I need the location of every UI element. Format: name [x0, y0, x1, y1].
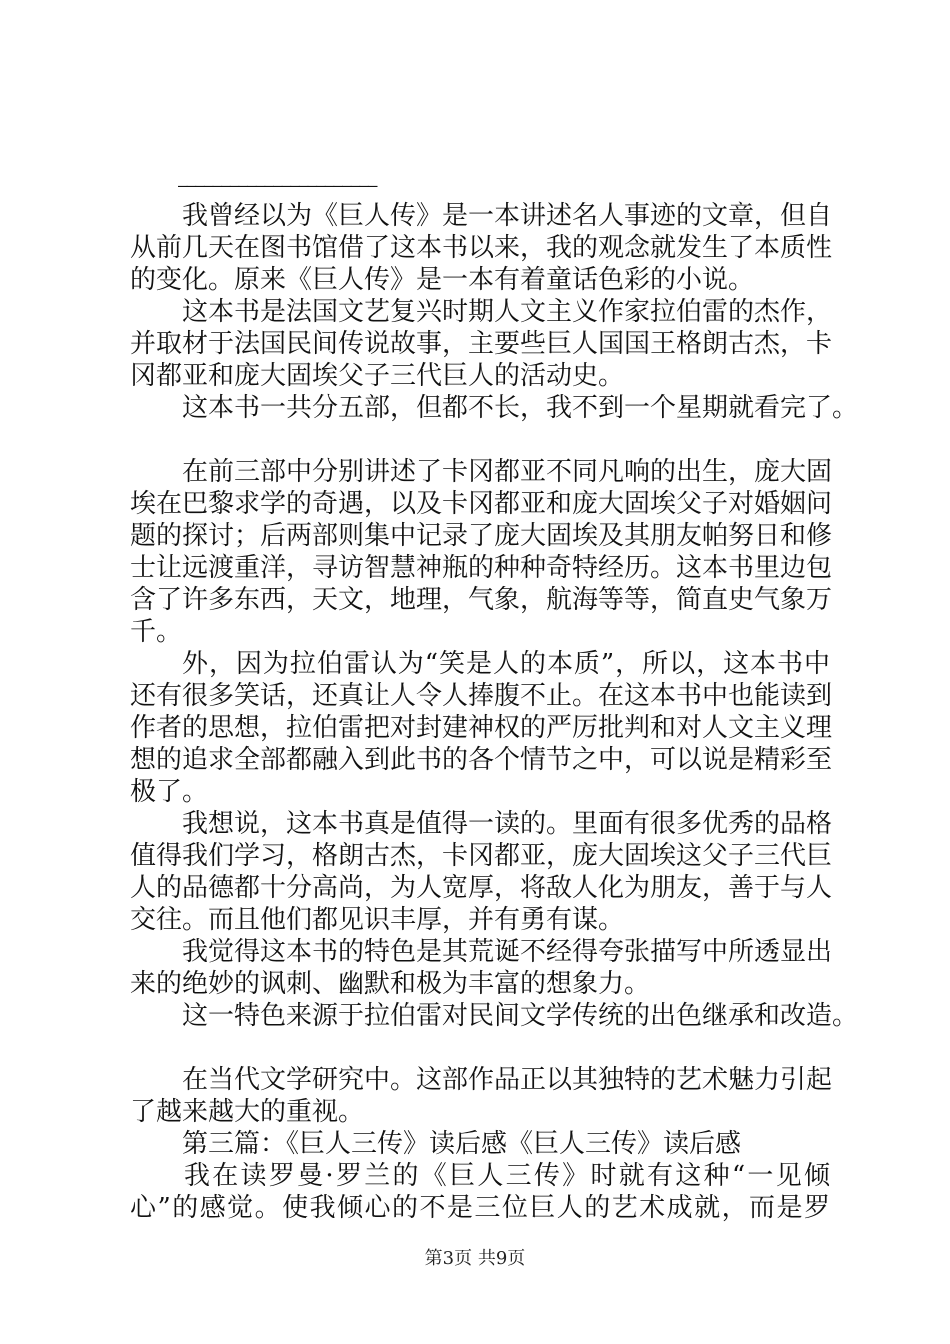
text-line: 的变化。原来《巨人传》是一本有着童话色彩的小说。 — [130, 265, 755, 295]
text-line: 外，因为拉伯雷认为“笑是人的本质”，所以，这本书中 — [182, 649, 830, 679]
paragraph — [130, 200, 833, 296]
text-line: 这本书一共分五部，但都不长，我不到一个星期就看完了。 — [182, 393, 859, 423]
paragraph — [130, 808, 833, 936]
text-line: 第三篇：《巨人三传》读后感《巨人三传》读后感 — [182, 1129, 742, 1159]
text-line: 还有很多笑话，还真让人令人捧腹不止。在这本书中也能读到 — [130, 681, 833, 711]
paragraph — [130, 296, 833, 392]
text-line: 题的探讨；后两部则集中记录了庞大固埃及其朋友帕努日和修 — [130, 521, 833, 551]
text-line: 人的品德都十分高尚，为人宽厚，将敌人化为朋友，善于与人 — [130, 873, 833, 903]
body-text — [130, 200, 859, 1224]
paragraph — [130, 456, 833, 648]
text-line: 作者的思想，拉伯雷把对封建神权的严厉批判和对人文主义理 — [130, 713, 833, 743]
section-heading — [130, 1128, 830, 1160]
header-rule: ——————————————————————— — [178, 176, 377, 195]
text-line: 交往。而且他们都见识丰厚，并有勇有谋。 — [130, 905, 625, 935]
text-line: 我想说，这本书真是值得一读的。里面有很多优秀的品格 — [182, 809, 833, 839]
paragraph — [130, 648, 833, 808]
text-line: 极了。 — [130, 777, 209, 807]
paragraph — [130, 1160, 830, 1224]
text-line: 并取材于法国民间传说故事，主要些巨人国国王格朗古杰，卡 — [130, 329, 833, 359]
text-line: 士让远渡重洋，寻访智慧神瓶的种种奇特经历。这本书里边包 — [130, 553, 833, 583]
paragraph — [130, 1064, 833, 1128]
text-line: 冈都亚和庞大固埃父子三代巨人的活动史。 — [130, 361, 625, 391]
text-line: 在当代文学研究中。这部作品正以其独特的艺术魅力引起 — [182, 1065, 833, 1095]
text-line: 想的追求全部都融入到此书的各个情节之中，可以说是精彩至 — [130, 745, 833, 775]
text-line: 埃在巴黎求学的奇遇，以及卡冈都亚和庞大固埃父子对婚姻问 — [130, 489, 833, 519]
text-line: 来的绝妙的讽刺、幽默和极为丰富的想象力。 — [130, 969, 651, 999]
paragraph-gap — [130, 424, 830, 456]
text-line: 从前几天在图书馆借了这本书以来，我的观念就发生了本质性 — [130, 233, 833, 263]
page-number: 第3页 共9页 — [424, 1248, 526, 1269]
text-line: 这一特色来源于拉伯雷对民间文学传统的出色继承和改造。 — [182, 1001, 859, 1031]
paragraph — [130, 1000, 859, 1032]
text-line: 我在读罗曼·罗兰的《巨人三传》时就有这种“一见倾 — [184, 1161, 830, 1191]
text-line: 值得我们学习，格朗古杰，卡冈都亚，庞大固埃这父子三代巨 — [130, 841, 833, 871]
paragraph — [130, 936, 833, 1000]
text-line: 这本书是法国文艺复兴时期人文主义作家拉伯雷的杰作， — [182, 297, 833, 327]
paragraph — [130, 392, 859, 424]
text-line: 我曾经以为《巨人传》是一本讲述名人事迹的文章，但自 — [182, 201, 833, 231]
paragraph-gap — [130, 1032, 830, 1064]
text-line: 了越来越大的重视。 — [130, 1097, 365, 1127]
text-line: 我觉得这本书的特色是其荒诞不经得夸张描写中所透显出 — [182, 937, 833, 967]
text-line: 千。 — [130, 617, 183, 647]
text-line: 含了许多东西，天文，地理，气象，航海等等，简直史气象万 — [130, 585, 833, 615]
text-line: 在前三部中分别讲述了卡冈都亚不同凡响的出生，庞大固 — [182, 457, 833, 487]
text-line: 心”的感觉。使我倾心的不是三位巨人的艺术成就，而是罗 — [130, 1193, 830, 1223]
